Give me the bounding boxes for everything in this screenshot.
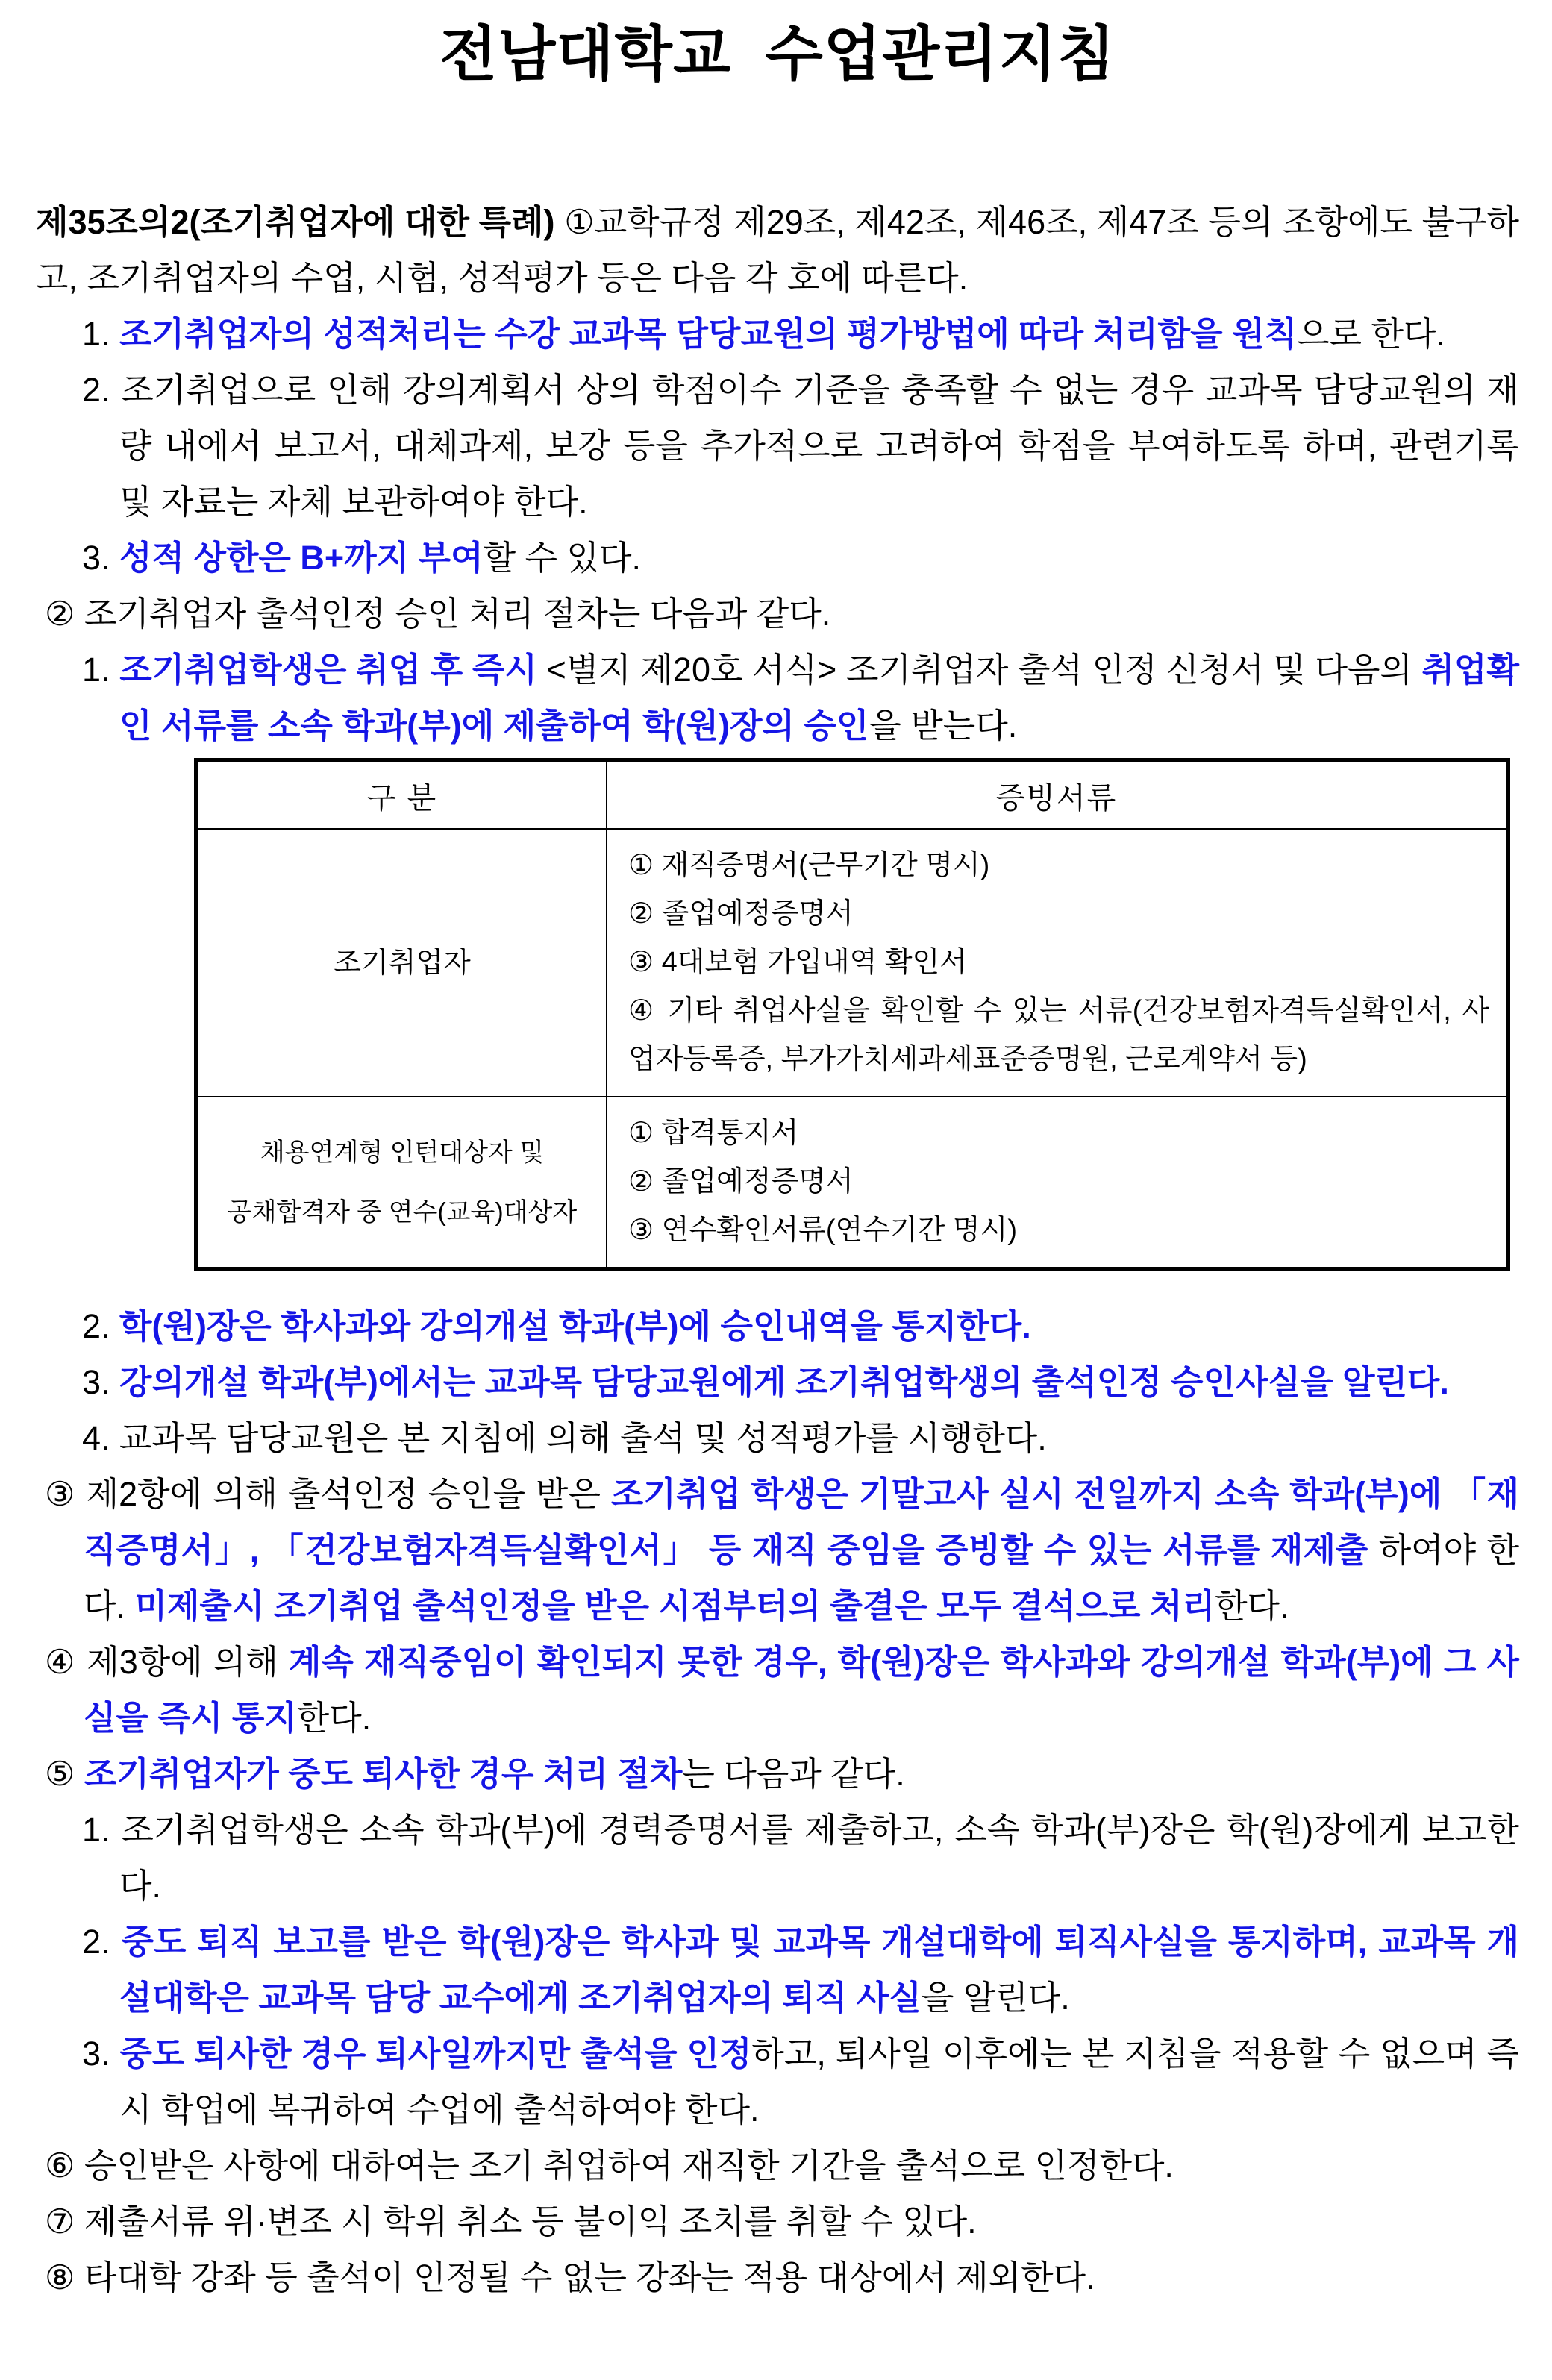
text-segment: 을 받는다.: [869, 707, 1018, 745]
text-segment: 1.: [82, 651, 120, 689]
document-line: ③ 연수확인서류(연수기간 명시): [628, 1215, 1017, 1246]
paragraph: [36, 2193, 1519, 2249]
category-line: 공채합격자 중 연수(교육)대상자: [227, 1197, 578, 1227]
paragraph-group-after-table: [36, 1298, 1519, 2305]
text-segment: 취업확인 서류를 소속 학과(부)에 제출하여 학(원)장의 승인: [119, 651, 1519, 745]
text-segment: 으로 한다.: [1297, 315, 1445, 353]
column-header-documents: 증빙서류: [607, 760, 1508, 829]
text-segment: ①교학규정 제29조, 제42조, 제46조, 제47조 등의 조항에도 불구하고, 조기취업자의 수업, 시험, 성적평가 등은 다음 각 호에 따른다.: [36, 203, 1520, 297]
table-row: [196, 1097, 1508, 1269]
text-segment: 제35조의2(조기취업자에 대한 특례): [36, 203, 565, 241]
paragraph: [36, 2138, 1519, 2193]
table-row: [196, 829, 1508, 1097]
document-line: ② 졸업예정증명서: [628, 1166, 854, 1197]
text-segment: 한다.: [1215, 1587, 1289, 1625]
paragraph: [36, 1634, 1519, 1746]
text-segment: 중도 퇴사한 경우 퇴사일까지만 출석을 인정: [119, 2035, 752, 2073]
documents-cell: [607, 1097, 1508, 1269]
text-segment: 강의개설 학과(부)에서는 교과목 담당교원에게 조기취업학생의 출석인정 승인사실을 알린다.: [119, 1363, 1449, 1401]
paragraph: [36, 306, 1519, 362]
text-segment: ④ 제3항에 의해: [45, 1643, 290, 1681]
text-segment: <별지 제20호 서식> 조기취업자 출석 인정 신청서 및 다음의: [536, 651, 1422, 689]
document-line: ④ 기타 취업사실을 확인할 수 있는 서류(건강보험자격득실확인서, 사업자등록증, 부가가치세과세표준증명원, 근로계약서 등): [628, 995, 1489, 1075]
text-segment: 할 수 있다.: [483, 539, 641, 577]
evidence-documents-table: [194, 758, 1510, 1271]
text-segment: 1.: [82, 315, 120, 353]
document-line: ② 졸업예정증명서: [628, 898, 854, 930]
text-segment: 조기취업학생은 취업 후 즉시: [119, 651, 537, 689]
paragraph: [36, 2249, 1519, 2305]
text-segment: 한다.: [296, 1699, 372, 1737]
text-segment: 조기취업자가 중도 퇴사한 경우 처리 절차: [84, 1755, 683, 1793]
text-segment: 하여야 한다.: [84, 1531, 1519, 1625]
category-cell: [196, 1097, 607, 1269]
paragraph: [36, 1354, 1519, 1410]
text-segment: 3.: [82, 539, 120, 577]
paragraph: [36, 1410, 1519, 1466]
text-segment: 조기취업자의 성적처리는 수강 교과목 담당교원의 평가방법에 따라 처리함을 원칙: [119, 315, 1298, 353]
text-segment: 을 알린다.: [921, 1979, 1070, 2017]
text-segment: 2.: [82, 1923, 122, 1961]
paragraph: [36, 530, 1519, 586]
paragraph: [36, 362, 1519, 530]
document-line: ① 재직증명서(근무기간 명시): [628, 850, 990, 881]
category-line: 조기취업자: [334, 947, 471, 979]
paragraph: [36, 1802, 1519, 1914]
text-segment: ⑤: [45, 1755, 84, 1793]
text-segment: 는 다음과 같다.: [682, 1755, 905, 1793]
document-body: [36, 194, 1519, 2305]
text-segment: ② 조기취업자 출석인정 승인 처리 절차는 다음과 같다.: [45, 595, 831, 633]
table-header-row: [196, 760, 1508, 829]
text-segment: 미제출시 조기취업 출석인정을 받은 시점부터의 출결은 모두 결석으로 처리: [134, 1587, 1215, 1625]
paragraph: [36, 1466, 1519, 1634]
paragraph: [36, 194, 1519, 306]
documents-cell: [607, 829, 1508, 1097]
text-segment: ⑥ 승인받은 사항에 대하여는 조기 취업하여 재직한 기간을 출석으로 인정한다.: [45, 2146, 1174, 2185]
text-segment: ③ 제2항에 의해 출석인정 승인을 받은: [45, 1475, 611, 1513]
paragraph: [36, 1914, 1519, 2026]
text-segment: 2.: [82, 1307, 120, 1345]
text-segment: 조기취업 학생은 기말고사 실시 전일까지 소속 학과(부)에 「재직증명서」, 「건강보험자격득실확인서」 등 재직 중임을 증빙할 수 있는 서류를 재제출: [84, 1475, 1519, 1569]
text-segment: 학(원)장은 학사과와 강의개설 학과(부)에 승인내역을 통지한다.: [119, 1307, 1031, 1345]
text-segment: 2. 조기취업으로 인해 강의계획서 상의 학점이수 기준을 충족할 수 없는 경우 교과목 담당교원의 재량 내에서 보고서, 대체과제, 보강 등을 추가적으로 고려하여 학점을 부여하도록 하며, 관련기록 및 자료는 자체 보관하여야 한다.: [82, 371, 1519, 521]
text-segment: 성적 상한은 B+까지 부여: [119, 539, 484, 577]
text-segment: 중도 퇴직 보고를 받은 학(원)장은 학사과 및 교과목 개설대학에 퇴직사실을 통지하며, 교과목 개설대학은 교과목 담당 교수에게 조기취업자의 퇴직 사실: [119, 1923, 1519, 2017]
document-line: ③ 4대보험 가입내역 확인서: [628, 947, 967, 978]
paragraph-group-before-table: [36, 194, 1519, 754]
paragraph: [36, 1298, 1519, 1354]
text-segment: 3.: [82, 2035, 120, 2073]
text-segment: 4. 교과목 담당교원은 본 지침에 의해 출석 및 성적평가를 시행한다.: [82, 1419, 1047, 1457]
text-segment: 계속 재직중임이 확인되지 못한 경우, 학(원)장은 학사과와 강의개설 학과(부)에 그 사실을 즉시 통지: [84, 1643, 1519, 1737]
text-segment: 1. 조기취업학생은 소속 학과(부)에 경력증명서를 제출하고, 소속 학과(부)장은 학(원)장에게 보고한다.: [82, 1811, 1519, 1905]
column-header-category: 구 분: [196, 760, 607, 829]
category-cell: [196, 829, 607, 1097]
text-segment: 하고, 퇴사일 이후에는 본 지침을 적용할 수 없으며 즉시 학업에 복귀하여 수업에 출석하여야 한다.: [119, 2035, 1519, 2129]
page-title: 전남대학교 수업관리지침: [439, 21, 1116, 87]
text-segment: ⑧ 타대학 강좌 등 출석이 인정될 수 없는 강좌는 적용 대상에서 제외한다.: [45, 2258, 1095, 2296]
table-body: [196, 829, 1508, 1269]
paragraph: [36, 642, 1519, 754]
paragraph: [36, 2026, 1519, 2138]
paragraph: [36, 586, 1519, 642]
paragraph: [36, 1746, 1519, 1802]
text-segment: ⑦ 제출서류 위·변조 시 학위 취소 등 불이익 조치를 취할 수 있다.: [45, 2202, 977, 2240]
category-line: 채용연계형 인턴대상자 및: [260, 1138, 545, 1167]
document-line: ① 합격통지서: [628, 1118, 799, 1149]
text-segment: 3.: [82, 1363, 120, 1401]
